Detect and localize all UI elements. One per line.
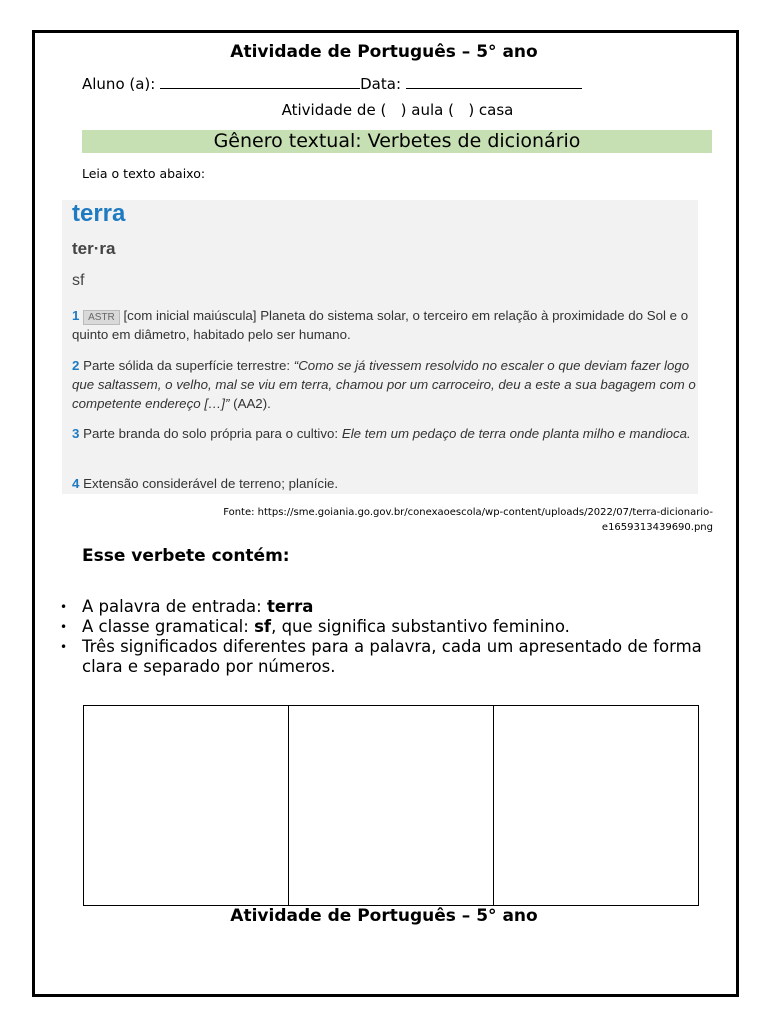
bullet-icon: • [60, 600, 68, 614]
sense-text: [com inicial maiúscula] Planeta do sistema solar, o terceiro em relação à proximidade do Sol e o quinto em diâmetro, habitado pelo ser humano. [72, 308, 689, 342]
list-item [60, 637, 720, 677]
list-item [60, 597, 720, 617]
dictionary-entry-image [62, 200, 698, 494]
sense-reference: (AA2). [233, 396, 271, 411]
bullet-icon: • [60, 620, 68, 634]
date-label: Data: [360, 75, 401, 93]
source-citation [153, 505, 713, 535]
activity-type-line [0, 101, 768, 119]
student-label: Aluno (a): [82, 75, 156, 93]
dictionary-syllables: ter·ra [72, 239, 116, 258]
bullet-prefix: Três significados diferentes para a palavra, cada um apresentado de forma clara e separado por números. [82, 637, 702, 676]
student-date-line [82, 74, 582, 93]
bullet-prefix: A classe gramatical: [82, 617, 255, 636]
bullet-icon: • [60, 640, 68, 654]
dictionary-sense-4 [72, 474, 697, 493]
sense-number: 3 [72, 426, 80, 441]
student-name-field[interactable] [160, 74, 360, 89]
genre-banner: Gênero textual: Verbetes de dicionário [82, 130, 712, 153]
features-list [60, 597, 720, 677]
bullet-bold: sf [254, 617, 272, 636]
sense-tag: ASTR [83, 310, 120, 325]
list-item [60, 617, 720, 637]
dictionary-headword: terra [72, 200, 126, 227]
sense-example: “Como se já tivessem resolvido no escaler o que deviam fazer logo que saltassem, o velho, mal se viu em terra, chamou por um carroceiro, deu a este a sua bagagem com o competente endereço […]” [72, 358, 696, 411]
source-line-2: e1659313439690.png [601, 522, 713, 533]
page-title: Atividade de Português – 5° ano [230, 42, 538, 62]
source-line-1: Fonte: https://sme.goiania.go.gov.br/conexaoescola/wp-content/uploads/2022/07/terra-dicionario- [223, 507, 713, 518]
date-field[interactable] [406, 74, 582, 89]
answer-cell-1[interactable] [84, 706, 289, 905]
footer-title: Atividade de Português – 5° ano [230, 906, 538, 926]
sense-number: 1 [72, 308, 80, 323]
aula-checkbox[interactable] [391, 101, 396, 119]
activity-prefix: Atividade de ( [281, 101, 387, 119]
dictionary-sense-3 [72, 424, 697, 443]
section-heading: Esse verbete contém: [82, 546, 290, 566]
sense-text: Parte sólida da superfície terrestre: [83, 358, 291, 373]
sense-text: Parte branda do solo própria para o cultivo: [83, 426, 339, 441]
sense-number: 4 [72, 476, 80, 491]
answer-table [83, 705, 699, 906]
bullet-suffix: , que significa substantivo feminino. [271, 617, 570, 636]
instruction-text: Leia o texto abaixo: [82, 166, 206, 181]
activity-middle: ) aula ( [400, 101, 454, 119]
sense-number: 2 [72, 358, 80, 373]
sense-text: Extensão considerável de terreno; planície. [83, 476, 339, 491]
answer-cell-2[interactable] [289, 706, 494, 905]
dictionary-word-class: sf [72, 272, 85, 289]
sense-example: Ele tem um pedaço de terra onde planta milho e mandioca. [341, 426, 691, 441]
dictionary-sense-1 [72, 306, 697, 344]
answer-cell-3[interactable] [494, 706, 698, 905]
bullet-bold: terra [266, 597, 314, 616]
dictionary-sense-2 [72, 356, 697, 413]
casa-checkbox[interactable] [459, 101, 464, 119]
bullet-prefix: A palavra de entrada: [82, 597, 267, 616]
activity-suffix: ) casa [468, 101, 514, 119]
